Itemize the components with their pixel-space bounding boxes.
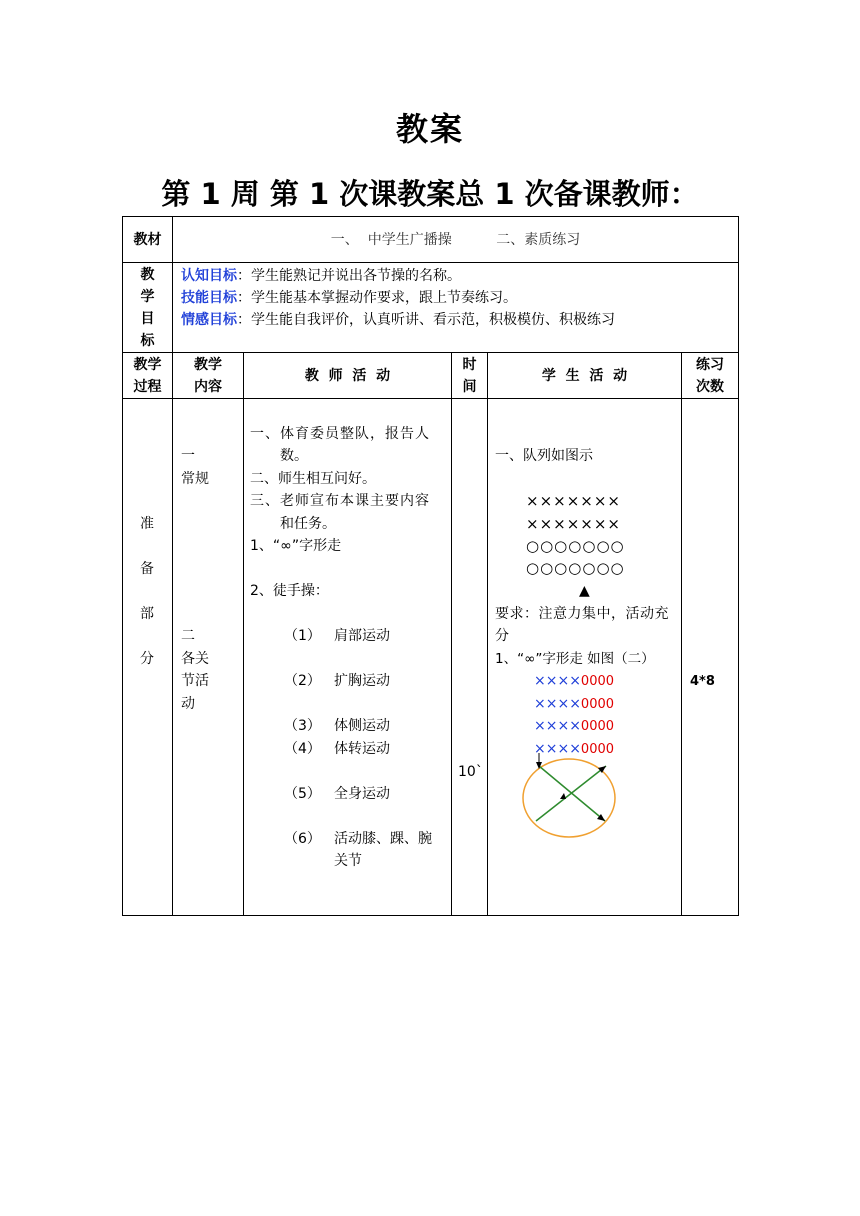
time-value: 10`: [458, 764, 483, 780]
teacher-line: 数。: [280, 448, 308, 464]
exercise-name: 体转运动: [334, 741, 390, 757]
student-requirement: 要求：注意力集中，活动充: [495, 606, 669, 622]
formation-row: ×××××××: [526, 515, 621, 533]
teacher-line: 一、体育委员整队，报告人: [250, 426, 430, 442]
exercise-name-cont: 关节: [334, 853, 362, 869]
teacher-line: 1、“∞”字形走: [250, 538, 342, 554]
exercise-num: （5）: [284, 786, 321, 802]
exercise-num: （3）: [284, 718, 321, 734]
header-process: 教学 过程: [123, 353, 173, 399]
header-student: 学 生 活 动: [488, 353, 682, 399]
exercise-name: 扩胸运动: [334, 673, 390, 689]
figure2-row: ××××0000: [534, 718, 615, 734]
process-cell: 准 备 部 分: [123, 399, 173, 916]
header-time: 时 间: [452, 353, 488, 399]
teacher-line: 2、徒手操：: [250, 583, 329, 599]
content-item-2a: 各关: [181, 651, 209, 667]
figure-eight-diagram: [522, 751, 622, 841]
figure2-caption: 1、“∞”字形走 如图（二）: [495, 651, 655, 667]
figure2-row: ××××0000: [534, 741, 615, 757]
student-line: 一、队列如图示: [495, 448, 593, 464]
header-content: 教学 内容: [173, 353, 244, 399]
document-title: 教案: [395, 110, 464, 148]
goal-skill: 技能目标：学生能基本掌握动作要求，跟上节奏练习。: [181, 290, 517, 306]
teacher-line: 和任务。: [280, 516, 336, 532]
time-cell: [452, 399, 488, 916]
exercise-name: 体侧运动: [334, 718, 390, 734]
reps-value: 4*8: [690, 674, 715, 689]
content-cell: [173, 399, 244, 916]
content-item-2-num: 二: [181, 628, 195, 644]
content-item-2c: 动: [181, 696, 195, 712]
arrow-head-icon: [560, 793, 566, 799]
teacher-cell: [244, 399, 452, 916]
material-label: 教材: [123, 217, 173, 263]
exercise-num: （1）: [284, 628, 321, 644]
header-reps: 练习 次数: [682, 353, 739, 399]
reps-cell: [682, 399, 739, 916]
goal-cognitive: 认知目标：学生能熟记并说出各节操的名称。: [181, 268, 461, 284]
lesson-plan-table: [122, 216, 739, 916]
exercise-name: 全身运动: [334, 786, 390, 802]
teacher-line: 三、老师宣布本课主要内容: [250, 493, 430, 509]
teacher-position-icon: ▲: [579, 583, 590, 599]
document-subtitle: 第 1 周 第 1 次课教案总 1 次备课教师：: [161, 177, 699, 211]
formation-row: ○○○○○○○: [526, 537, 625, 555]
exercise-name: 肩部运动: [334, 628, 390, 644]
figure2-row: ××××0000: [534, 673, 615, 689]
header-teacher: 教 师 活 动: [244, 353, 452, 399]
goal-label: 教 学 目 标: [123, 263, 173, 353]
figure2-row: ××××0000: [534, 696, 615, 712]
exercise-num: （2）: [284, 673, 321, 689]
exercise-num: （6）: [284, 831, 321, 847]
formation-row: ○○○○○○○: [526, 559, 625, 577]
content-item-1: 常规: [181, 471, 209, 487]
student-requirement-cont: 分: [495, 628, 509, 644]
exercise-name: 活动膝、踝、腕: [334, 831, 432, 847]
exercise-num: （4）: [284, 741, 321, 757]
content-item-1-num: 一: [181, 448, 195, 464]
teacher-line: 二、师生相互问好。: [250, 471, 376, 487]
formation-row: ×××××××: [526, 492, 621, 510]
goals-cell: [173, 263, 739, 353]
student-cell: [488, 399, 682, 916]
material-value: 一、 中学生广播操 二、素质练习: [173, 217, 739, 263]
content-item-2b: 节活: [181, 673, 209, 689]
goal-emotion: 情感目标：学生能自我评价，认真听讲、看示范，积极模仿、积极练习: [181, 312, 615, 328]
